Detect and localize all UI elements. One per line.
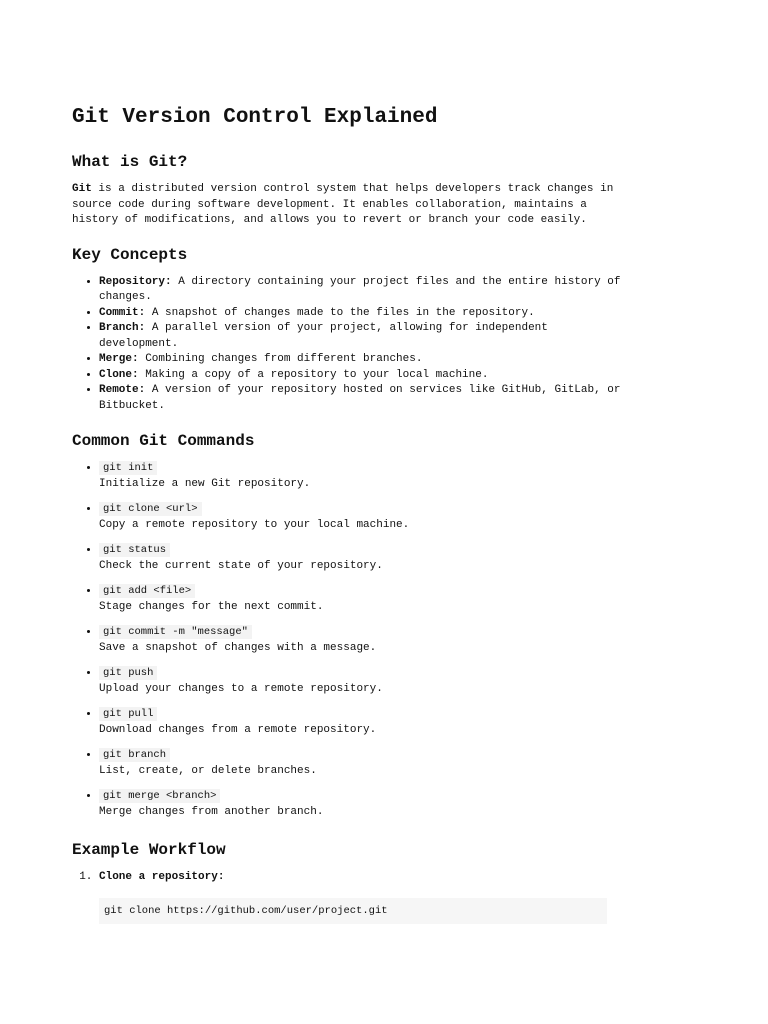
concept-text: A version of your repository hosted on services like GitHub, GitLab, or Bitbucket.: [99, 384, 621, 412]
command-description: List, create, or delete branches.: [99, 764, 317, 777]
command-code: git pull: [99, 707, 157, 721]
command-item: [99, 625, 632, 656]
command-description: Merge changes from another branch.: [99, 805, 324, 818]
concept-text: A snapshot of changes made to the files in the repository.: [145, 306, 535, 319]
what-is-git-heading: What is Git?: [72, 153, 188, 171]
command-item: [99, 789, 632, 820]
workflow-steps: [72, 870, 632, 924]
what-is-git-paragraph: [72, 182, 632, 229]
what-is-git-text: is a distributed version control system that helps developers track changes in source code during software development. It enables collaboration, maintains a history of modifications, and allows you to revert or branch your code easily.: [72, 183, 614, 226]
concept-text: Making a copy of a repository to your local machine.: [138, 368, 489, 381]
git-term: Git: [72, 183, 92, 195]
concept-text: A parallel version of your project, allowing for independent development.: [99, 322, 548, 350]
concept-term: Branch:: [99, 322, 146, 334]
concept-term: Merge:: [99, 353, 139, 365]
command-code: git add <file>: [99, 584, 195, 598]
command-description: Copy a remote repository to your local machine.: [99, 518, 410, 531]
concept-text: Combining changes from different branches.: [138, 353, 423, 365]
command-item: [99, 666, 632, 697]
command-description: Check the current state of your repository.: [99, 559, 383, 572]
concept-text: A directory containing your project files and the entire history of changes.: [99, 275, 621, 303]
workflow-heading: Example Workflow: [72, 841, 226, 859]
concept-term: Remote:: [99, 384, 146, 396]
commands-heading: Common Git Commands: [72, 432, 255, 450]
concept-term: Clone:: [99, 368, 139, 381]
command-code: git branch: [99, 748, 170, 762]
command-item: [99, 461, 632, 492]
command-description: Stage changes for the next commit.: [99, 600, 324, 613]
command-item: [99, 707, 632, 738]
concept-item-repository: [99, 275, 632, 306]
command-code: git commit -m "message": [99, 625, 252, 639]
command-code: git status: [99, 543, 170, 557]
key-concepts-heading: Key Concepts: [72, 245, 188, 264]
code-block: git clone https://github.com/user/project.git: [99, 898, 607, 924]
workflow-step-label: 1. Clone a repository:: [99, 871, 225, 883]
command-description: Initialize a new Git repository.: [99, 477, 311, 490]
concept-term: Commit:: [99, 306, 146, 319]
commands-section: [72, 431, 632, 820]
concept-term: Repository:: [99, 275, 172, 288]
command-item: [99, 502, 632, 533]
command-code: git merge <branch>: [99, 789, 220, 803]
concept-item-clone: [99, 368, 632, 384]
command-description: Download changes from a remote repository.: [99, 723, 377, 736]
concept-item-merge: [99, 352, 632, 368]
command-item: [99, 584, 632, 615]
what-is-git-section: [72, 152, 632, 229]
command-description: Save a snapshot of changes with a message.: [99, 641, 377, 654]
workflow-section: [72, 840, 632, 924]
workflow-step: [99, 870, 632, 924]
concept-item-commit: [99, 306, 632, 322]
concept-item-remote: [99, 383, 632, 414]
command-code: git push: [99, 666, 157, 680]
key-concepts-section: [72, 245, 632, 415]
command-code: git clone <url>: [99, 502, 202, 516]
page-title: Git Version Control Explained: [72, 106, 438, 129]
commands-list: [72, 461, 632, 820]
concept-item-branch: [99, 321, 632, 352]
command-code: git init: [99, 461, 157, 475]
key-concepts-list: [72, 275, 632, 415]
command-item: [99, 543, 632, 574]
command-description: Upload your changes to a remote repository.: [99, 682, 383, 695]
command-item: [99, 748, 632, 779]
